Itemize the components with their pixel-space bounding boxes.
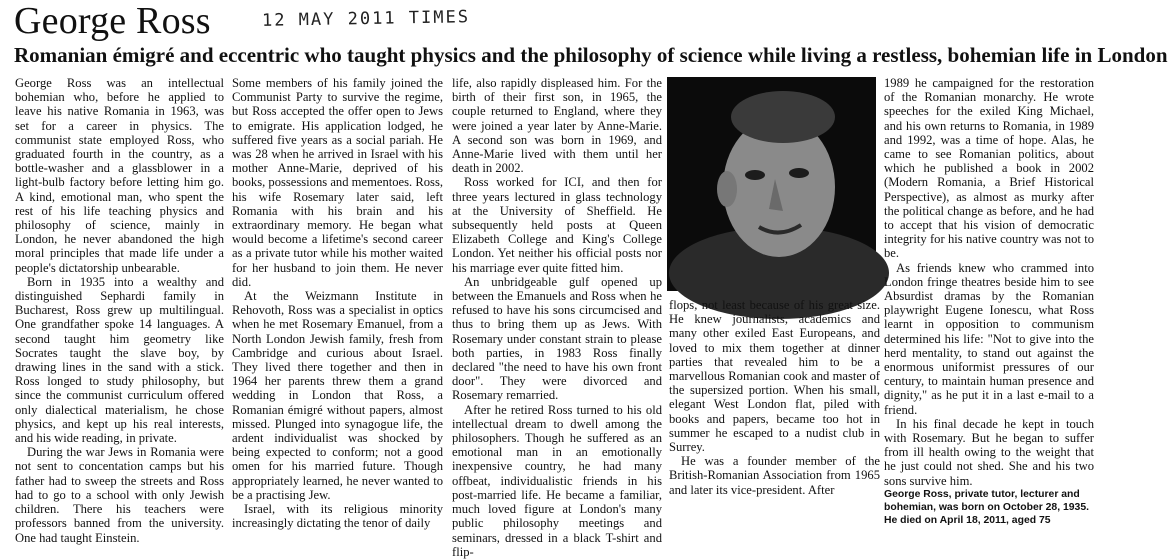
paragraph: life, also rapidly displeased him. For the birth of their first son, in 1965, the couple returned to England, where they were joined a year later by Anne-Marie. A second son was born in 1969, and Anne-Marie lived with them until her death in 2002.	[452, 76, 662, 176]
paragraph: Israel, with its religious minority increasingly dictating the tenor of daily	[232, 502, 443, 531]
column-3	[452, 76, 662, 559]
bio-note: George Ross, private tutor, lecturer and bohemian, was born on October 28, 1935. He died on April 18, 2011, aged 75	[884, 489, 1089, 527]
paragraph: George Ross was an intellectual bohemian who, before he applied to leave his native Romania in 1963, was set for a career in physics. The communist state employed Ross, who graduated fourth in the country, as a bottle-washer and a glassblower in a light-bulb factory before letting him go. A kind, emotional man, who spent the rest of his life teaching physics and philosophy of science, mainly in London, he never abandoned the high moral principles that made life under a people's dictatorship unbearable.	[15, 76, 224, 275]
column-2	[232, 76, 443, 531]
paragraph: flops, not least because of his great size. He knew journalists, academics and many other exiled East Europeans, and loved to mix them together at dinner parties that revealed him to be a marvellous Romanian cook and master of the supersized portion. When his small, elegant West London flat, piled with books and papers, became too hot in summer he escaped to a nudist club in Surrey.	[669, 298, 880, 455]
headline: George Ross	[14, 0, 211, 42]
portrait-illustration	[667, 77, 876, 291]
paragraph: After he retired Ross turned to his old intellectual dream to dwell among the philosophers. Though he suffered as an emotional man in an emotionally inexpensive country, he had many offbeat, individualistic friends in his post-married life. He became a familiar, much loved figure at London's many public philosophy meetings and seminars, dressed in a black T-shirt and flip-	[452, 402, 662, 559]
paragraph: During the war Jews in Romania were not sent to concentation camps but his father had to sweep the streets and Ross had to go to a school with only Jewish children. There his teachers were professors banned from the university. One had taught Einstein.	[15, 445, 224, 545]
paragraph: He was a founder member of the British-Romanian Association from 1965 and later its vice-president. After	[669, 454, 880, 497]
paragraph: Ross worked for ICI, and then for three years lectured in glass technology at the University of Sheffield. He subsequently held posts at Queen Elizabeth College and King's College London. Yet neither his official posts nor his marriage ever quite fitted him.	[452, 175, 662, 275]
column-1	[15, 76, 224, 545]
paragraph: Some members of his family joined the Communist Party to survive the regime, but Ross accepted the offer open to Jews to emigrate. His application lodged, he suffered five years as a social pariah. He was 28 when he arrived in Israel with his mother Anne-Marie, deprived of his books, possessions and mementoes. Ross, his wife Rosemary later said, left Romania with his brain and his extraordinary memory. He began what would become a lifetime's second career as a private tutor while his mother waited for her husband to join them. He never did.	[232, 76, 443, 289]
paragraph: Born in 1935 into a wealthy and distinguished Sephardi family in Bucharest, Ross grew up multilingual. One grandfather spoke 14 languages. A second taught him geometry like Socrates taught the slave boy, by drawing lines in the sand with a stick. Ross longed to study philosophy, but since the communist curriculum offered only dialectical materialism, he chose physics, and kept up his real interests, and his wide reading, in private.	[15, 274, 224, 446]
column-3-lower	[669, 298, 880, 528]
paragraph: At the Weizmann Institute in Rehovoth, Ross was a specialist in optics when he met Rosemary Emanuel, from a North London Jewish family, fresh from Cambridge and curious about Israel. They lived there together and then in 1964 her parents threw them a grand wedding in London that Ross, a Romanian émigré without papers, almost missed. Plunged into synagogue life, the ardent individualist was shocked by being expected to conform; not a good omen for his married future. Though appropriately learned, he never wanted to be a practising Jew.	[232, 289, 443, 502]
portrait-photo	[667, 77, 876, 291]
paragraph: An unbridgeable gulf opened up between the Emanuels and Ross when he refused to have his sons circumcised and thus to bring them up as Jews. With Rosemary under constant strain to please both parties, in 1983 Ross finally declared "the need to have his own front door". They were divorced and Rosemary remarried.	[452, 274, 662, 403]
paragraph: 1989 he campaigned for the restoration of the Romanian monarchy. He wrote speeches for the exiled King Michael, and his own returns to Romania, in 1989 and 1992, was a time of hope. Alas, he came to see Romanian politics, about which he published a book in 2002 (Modern Romania, a Brief Historical Perspective), as almost as murky after the political change as before, and he had to accept that his vision of democratic integrity for his native country was not to be.	[884, 76, 1094, 261]
paragraph: As friends knew who crammed into London fringe theatres beside him to see Absurdist dramas by the Romanian playwright Eugene Ionescu, what Ross learnt in opposition to communism determined his life: "Not to give into the herd mentality, to stand out against the enormous uniformist pressures of our century, to maintain human presence and dignity," as he put it in a last e-mail to a friend.	[884, 260, 1094, 417]
standfirst: Romanian émigré and eccentric who taught physics and the philosophy of science while living a restless, bohemian life in London	[14, 43, 1168, 67]
paragraph: In his final decade he kept in touch with Rosemary. But he began to suffer from ill health owing to the weight that he just could not shed. She and his two sons survive him.	[884, 416, 1094, 488]
column-4	[884, 76, 1094, 488]
handwritten-date-note: 12 MAY 2011 TIMES	[261, 7, 471, 31]
